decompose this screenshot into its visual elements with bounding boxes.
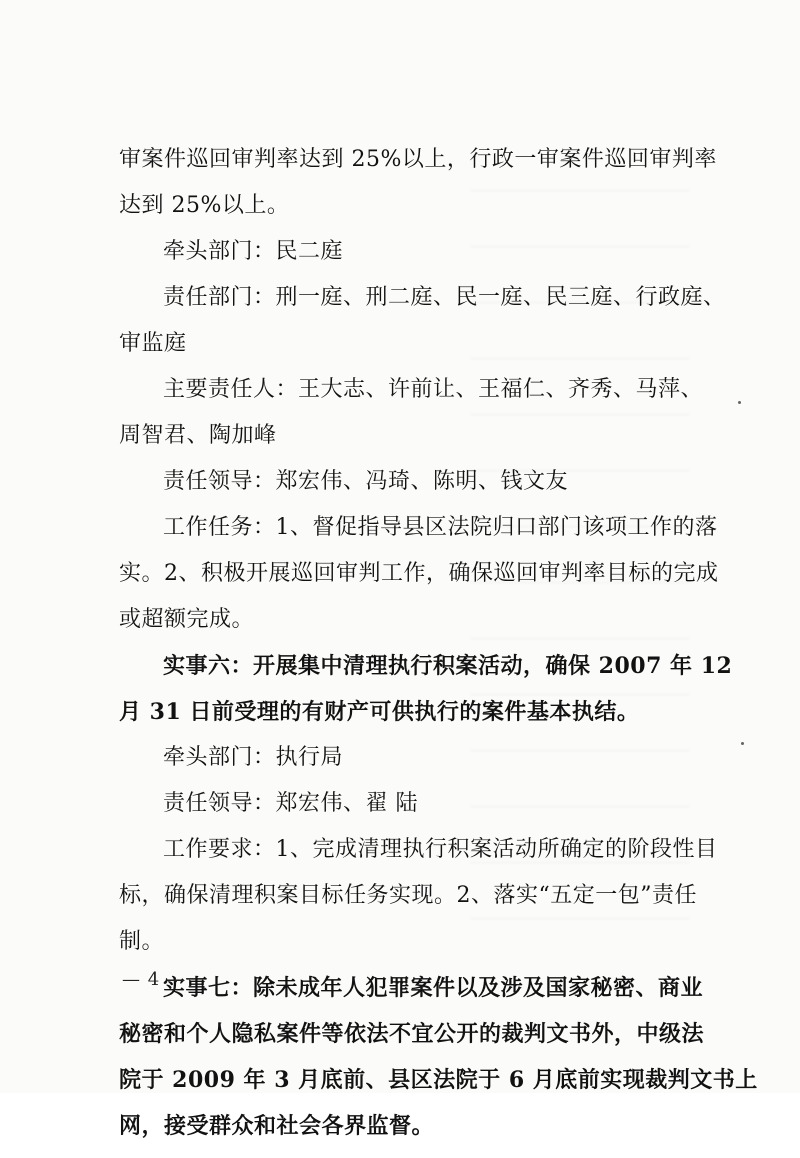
responsible-leaders-line: 责任领导：郑宏伟、翟 陆 [163, 791, 418, 816]
work-tasks-line: 工作任务：1、督促指导县区法院归口部门该项工作的落 [163, 515, 718, 540]
body-line: 审监庭 [119, 331, 187, 356]
main-responsible-persons-line: 主要责任人：王大志、许前让、王福仁、齐秀、马萍、 [163, 377, 704, 402]
item-seven-heading: 实事七：除未成年人犯罪案件以及涉及国家秘密、商业 [163, 975, 704, 1001]
body-line: 标，确保清理积案目标任务实现。2、落实“五定一包”责任 [119, 883, 697, 908]
responsible-leaders-line: 责任领导：郑宏伟、冯琦、陈明、钱文友 [163, 469, 569, 494]
page-number: — 4 — [122, 969, 186, 990]
item-seven-heading-continuation: 院于 2009 年 3 月底前、县区法院于 6 月底前实现裁判文书上 [119, 1067, 758, 1093]
lead-department-line: 牵头部门：民二庭 [163, 239, 344, 264]
body-line: 或超额完成。 [119, 607, 255, 632]
item-seven-heading-continuation: 秘密和个人隐私案件等依法不宜公开的裁判文书外，中级法 [119, 1021, 705, 1047]
item-six-heading: 实事六：开展集中清理执行积案活动，确保 2007 年 12 [163, 653, 733, 679]
scan-speck [738, 401, 741, 404]
lead-department-line: 牵头部门：执行局 [163, 745, 344, 770]
body-line: 实。2、积极开展巡回审判工作，确保巡回审判率目标的完成 [119, 561, 719, 586]
body-line: 达到 25%以上。 [119, 193, 290, 218]
item-seven-heading-continuation: 网，接受群众和社会各界监督。 [119, 1113, 435, 1139]
responsible-departments-line: 责任部门：刑一庭、刑二庭、民一庭、民三庭、行政庭、 [163, 285, 726, 310]
body-line: 制。 [119, 929, 165, 954]
item-six-heading-continuation: 月 31 日前受理的有财产可供执行的案件基本执结。 [119, 699, 640, 725]
body-line: 审案件巡回审判率达到 25%以上，行政一审案件巡回审判率 [119, 147, 717, 172]
scan-speck [741, 742, 744, 745]
document-body [119, 146, 758, 1158]
body-line: 周智君、陶加峰 [119, 423, 277, 448]
work-requirements-line: 工作要求：1、完成清理执行积案活动所确定的阶段性目 [163, 837, 718, 862]
